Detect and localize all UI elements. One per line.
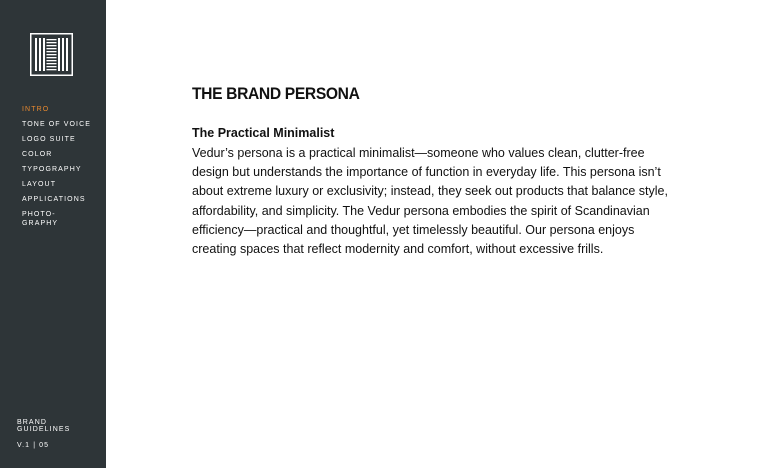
section-subtitle: The Practical Minimalist <box>192 126 335 140</box>
nav-item-photography[interactable]: PHOTO-GRAPHY <box>22 211 59 227</box>
striped-square-logo-icon <box>30 33 73 76</box>
sidebar <box>0 0 106 468</box>
nav-item-tone-of-voice[interactable]: TONE OF VOICE <box>22 121 92 128</box>
main-content <box>106 0 768 468</box>
body-paragraph: Vedur’s persona is a practical minimalist—someone who values clean, clutter-free design but understands the importance of function in everyday life. This persona isn’t about extreme luxury or exclusivity; instead, they seek out products that balance style, affordability, and simplicity. The Vedur persona embodies the spirit of Scandinavian efficiency—practical and thoughtful, yet timelessly beautiful. Our persona enjoys creating spaces that reflect modernity and comfort, without excessive frills. <box>192 146 668 257</box>
nav-item-color[interactable]: COLOR <box>22 151 53 158</box>
page-title: THE BRAND PERSONA <box>192 84 360 103</box>
nav-item-logo-suite[interactable]: LOGO SUITE <box>22 136 76 143</box>
nav-item-typography[interactable]: TYPOGRAPHY <box>22 166 82 173</box>
footer-brand-label: BRAND GUIDELINES <box>17 419 71 433</box>
nav-item-layout[interactable]: LAYOUT <box>22 181 57 188</box>
nav-item-intro[interactable]: INTRO <box>22 106 50 113</box>
sidebar-nav <box>22 105 92 234</box>
footer-version-label: V.1 | 05 <box>17 442 50 449</box>
nav-item-applications[interactable]: APPLICATIONS <box>22 196 86 203</box>
